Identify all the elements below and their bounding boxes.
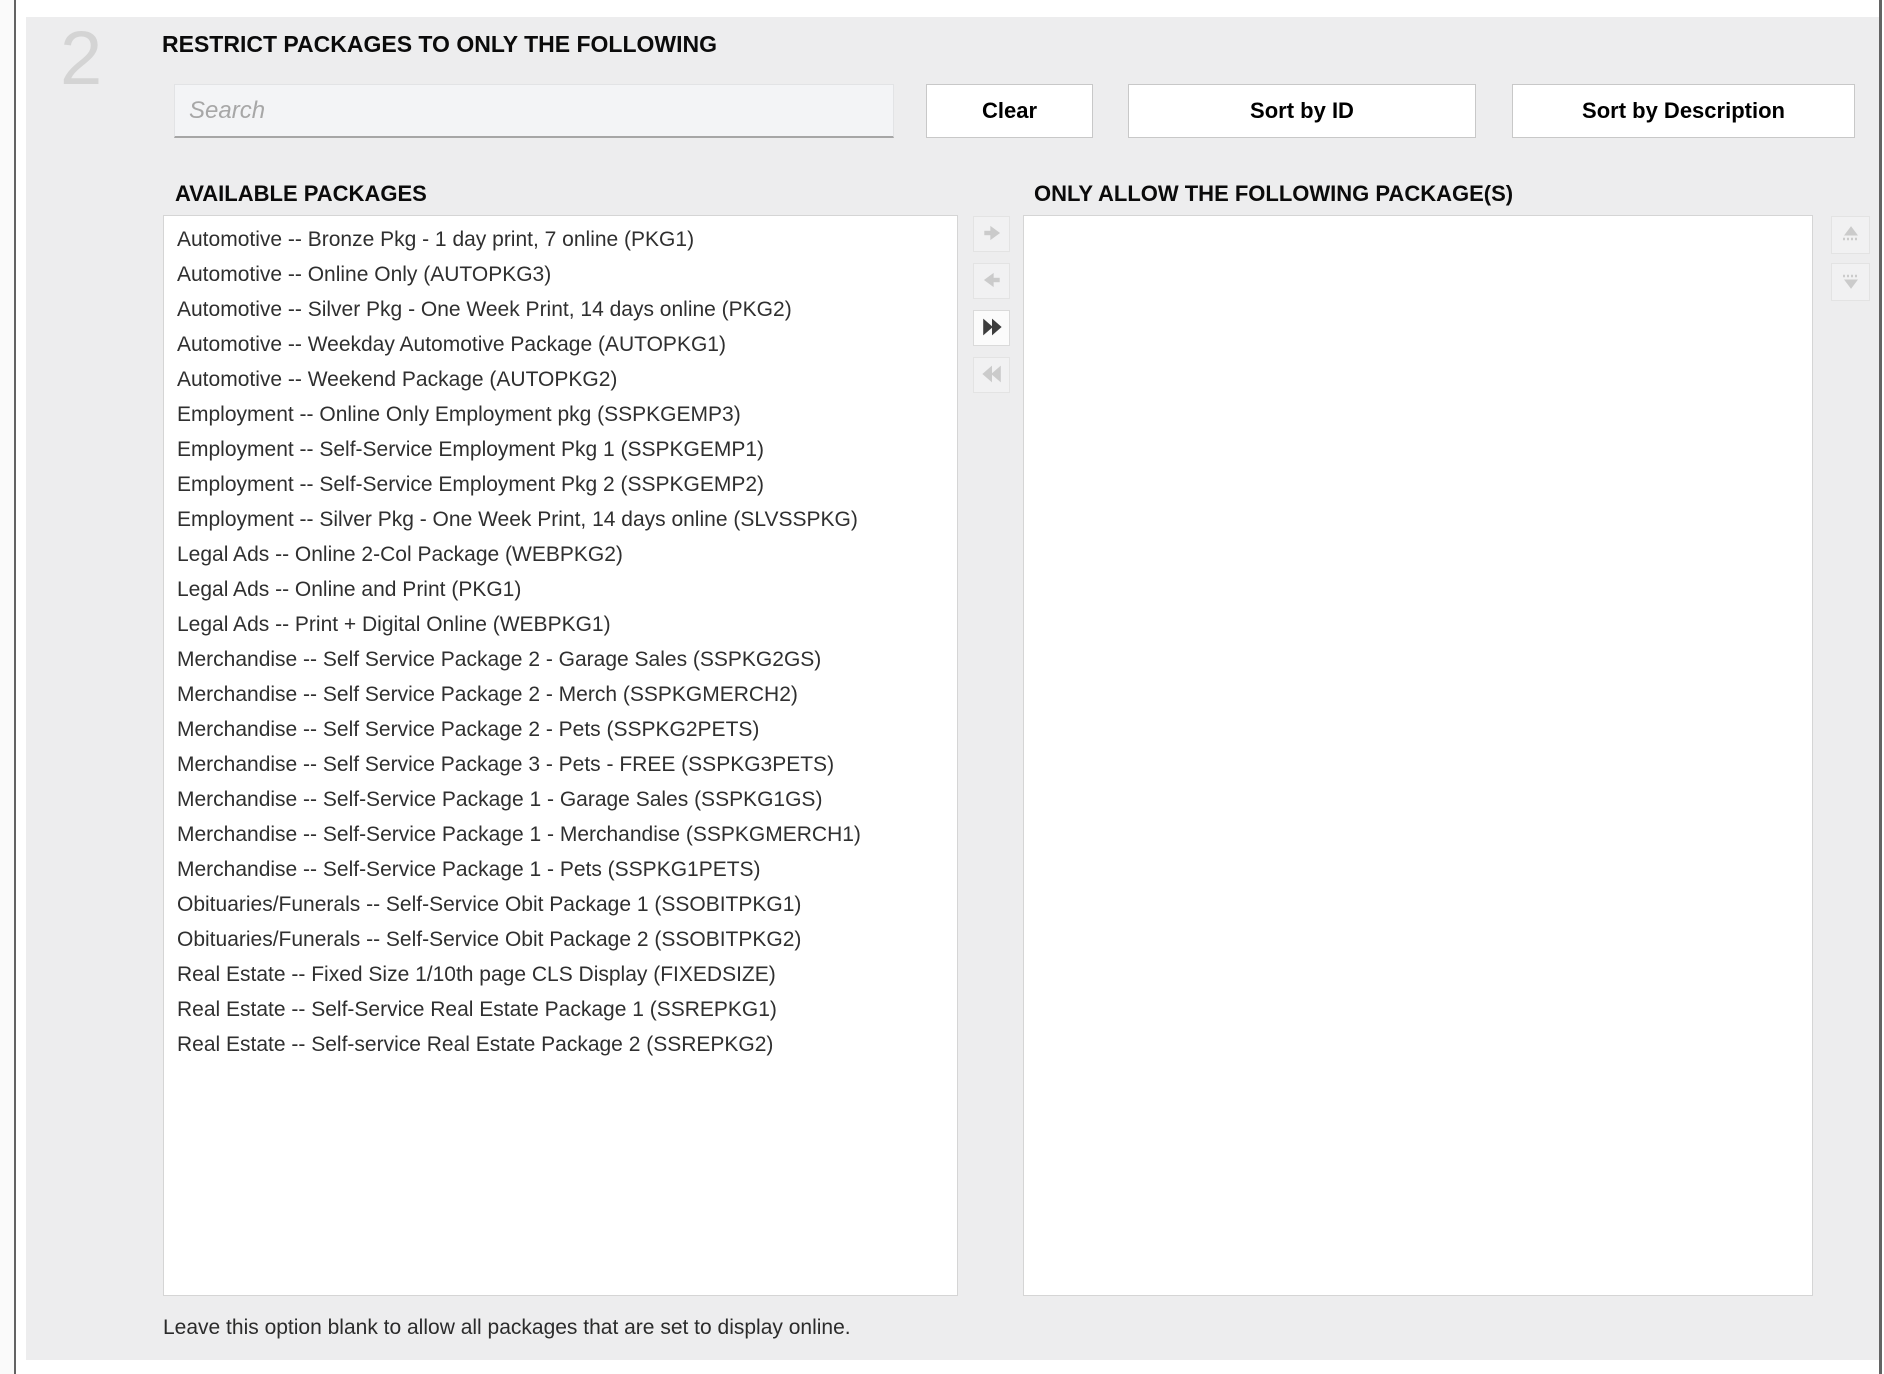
allowed-packages-listbox[interactable] <box>1023 215 1813 1296</box>
move-to-bottom-icon <box>1838 269 1864 296</box>
available-packages-listbox[interactable] <box>163 215 958 1296</box>
clear-button[interactable]: Clear <box>926 84 1093 138</box>
list-item[interactable]: Employment -- Online Only Employment pkg (SSPKGEMP3) <box>177 403 741 426</box>
list-item[interactable]: Merchandise -- Self Service Package 2 - Merch (SSPKGMERCH2) <box>177 683 798 706</box>
move-left-icon <box>981 269 1003 294</box>
list-item[interactable]: Real Estate -- Fixed Size 1/10th page CLS Display (FIXEDSIZE) <box>177 963 776 986</box>
list-item[interactable]: Legal Ads -- Online and Print (PKG1) <box>177 578 522 601</box>
list-item[interactable]: Merchandise -- Self Service Package 2 - Pets (SSPKG2PETS) <box>177 718 760 741</box>
page-left-border <box>14 0 16 1374</box>
step-number: 2 <box>60 16 103 101</box>
sort-by-id-button[interactable]: Sort by ID <box>1128 84 1476 138</box>
move-to-bottom-button[interactable] <box>1831 263 1870 301</box>
list-item[interactable]: Real Estate -- Self-service Real Estate Package 2 (SSREPKG2) <box>177 1033 774 1056</box>
available-packages-label: AVAILABLE PACKAGES <box>175 181 427 206</box>
page-right-border <box>1879 0 1882 1374</box>
list-item[interactable]: Merchandise -- Self-Service Package 1 - Garage Sales (SSPKG1GS) <box>177 788 823 811</box>
list-item[interactable]: Automotive -- Online Only (AUTOPKG3) <box>177 263 552 286</box>
list-item[interactable]: Merchandise -- Self-Service Package 1 - Pets (SSPKG1PETS) <box>177 858 761 881</box>
restrict-packages-panel <box>26 17 1879 1360</box>
page-title: RESTRICT PACKAGES TO ONLY THE FOLLOWING <box>162 31 718 57</box>
page-left-margin <box>0 0 14 1374</box>
list-item[interactable]: Employment -- Self-Service Employment Pkg 1 (SSPKGEMP1) <box>177 438 765 461</box>
footer-note: Leave this option blank to allow all packages that are set to display online. <box>163 1316 851 1339</box>
move-right-button[interactable] <box>973 216 1010 252</box>
list-item[interactable]: Real Estate -- Self-Service Real Estate Package 1 (SSREPKG1) <box>177 998 777 1021</box>
search-input[interactable] <box>174 84 894 138</box>
list-item[interactable]: Obituaries/Funerals -- Self-Service Obit Package 2 (SSOBITPKG2) <box>177 928 802 951</box>
list-item[interactable]: Automotive -- Bronze Pkg - 1 day print, 7 online (PKG1) <box>177 228 695 251</box>
sort-by-description-button[interactable]: Sort by Description <box>1512 84 1855 138</box>
allowed-packages-label: ONLY ALLOW THE FOLLOWING PACKAGE(S) <box>1034 181 1514 206</box>
list-item[interactable]: Merchandise -- Self-Service Package 1 - Merchandise (SSPKGMERCH1) <box>177 823 861 846</box>
list-item[interactable]: Legal Ads -- Print + Digital Online (WEBPKG1) <box>177 613 611 636</box>
list-item[interactable]: Automotive -- Weekday Automotive Package (AUTOPKG1) <box>177 333 726 356</box>
list-item[interactable]: Merchandise -- Self Service Package 2 - Garage Sales (SSPKG2GS) <box>177 648 822 671</box>
move-all-right-button[interactable] <box>973 310 1010 346</box>
list-item[interactable]: Employment -- Self-Service Employment Pkg 2 (SSPKGEMP2) <box>177 473 765 496</box>
list-item[interactable]: Automotive -- Silver Pkg - One Week Print, 14 days online (PKG2) <box>177 298 792 321</box>
move-all-left-icon <box>981 363 1003 388</box>
list-item[interactable]: Employment -- Silver Pkg - One Week Print, 14 days online (SLVSSPKG) <box>177 508 858 531</box>
list-item[interactable]: Legal Ads -- Online 2-Col Package (WEBPKG2) <box>177 543 623 566</box>
list-item[interactable]: Automotive -- Weekend Package (AUTOPKG2) <box>177 368 618 391</box>
list-item[interactable]: Obituaries/Funerals -- Self-Service Obit Package 1 (SSOBITPKG1) <box>177 893 802 916</box>
move-left-button[interactable] <box>973 263 1010 299</box>
move-to-top-button[interactable] <box>1831 216 1870 254</box>
move-all-right-icon <box>981 316 1003 341</box>
move-all-left-button[interactable] <box>973 357 1010 393</box>
list-item[interactable]: Merchandise -- Self Service Package 3 - Pets - FREE (SSPKG3PETS) <box>177 753 835 776</box>
move-right-icon <box>981 222 1003 247</box>
move-to-top-icon <box>1838 222 1864 249</box>
